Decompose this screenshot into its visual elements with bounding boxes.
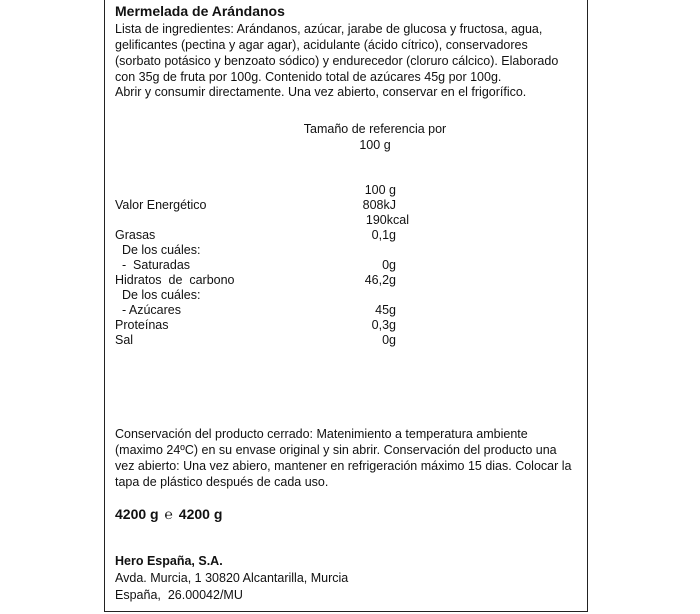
reference-size-value: 100 g [359,138,391,152]
conservation-line: (maximo 24ºC) en su envase original y sin abrir. Conservación del producto una [115,443,557,457]
net-weight-left: 4200 g [115,506,159,522]
ingredients-line: Lista de ingredientes: Arándanos, azúcar, jarabe de glucosa y fructosa, agua, [115,22,543,36]
nutrient-value: 0,1g [371,228,396,242]
nutrient-value: 46,2g [364,273,396,287]
ingredients-line: (sorbato potásico y benzoato sódico) y endurecedor (cloruro cálcico). Elaborado [115,54,559,68]
energy-label: Valor Energético [115,198,207,212]
nutrient-label: Sal [115,333,134,347]
nutrient-label: De los cuáles: [115,243,201,257]
conservation-block [115,426,575,490]
energy-kj: 808kJ [362,198,396,212]
nutrient-label: Proteínas [115,318,169,332]
product-title: Mermelada de Arándanos [115,3,285,19]
company-name: Hero España, S.A. [115,554,223,568]
company-address: Avda. Murcia, 1 30820 Alcantarilla, Murcia [115,571,349,585]
usage-instructions: Abrir y consumir directamente. Una vez abierto, conservar en el frigorífico. [115,85,527,99]
nutrient-label: Grasas [115,228,156,242]
nutrient-label: - Saturadas [115,258,191,272]
nutrient-value: 45g [375,303,396,317]
estimated-sign-icon: ℮ [164,506,173,522]
nutrient-value: 0,3g [371,318,396,332]
nutrient-label: De los cuáles: [115,288,201,302]
nutrient-label: Hidratos de carbono [115,273,235,287]
reference-size-label: Tamaño de referencia por [303,122,447,136]
nutrient-value: 0g [382,258,396,272]
ingredients-block [115,21,575,85]
ingredients-line: con 35g de fruta por 100g. Contenido total de azúcares 45g por 100g. [115,70,502,84]
energy-kcal: 190kcal [365,213,409,227]
ingredients-line: gelificantes (pectina y agar agar), acidulante (ácido cítrico), conservadores [115,38,528,52]
nutrient-label: - Azúcares [115,303,181,317]
net-weight-right: 4200 g [178,506,223,522]
conservation-line: Conservación del producto cerrado: Matenimiento a temperatura ambiente [115,427,528,441]
column-header: 100 g [364,183,396,197]
conservation-line: tapa de plástico después de cada uso. [115,475,329,489]
company-registry: España, 26.00042/MU [115,588,243,602]
net-weight [115,505,222,523]
nutrient-value: 0g [382,333,396,347]
conservation-line: vez abierto: Una vez abiero, mantener en refrigeración máximo 15 dias. Colocar la [115,459,572,473]
